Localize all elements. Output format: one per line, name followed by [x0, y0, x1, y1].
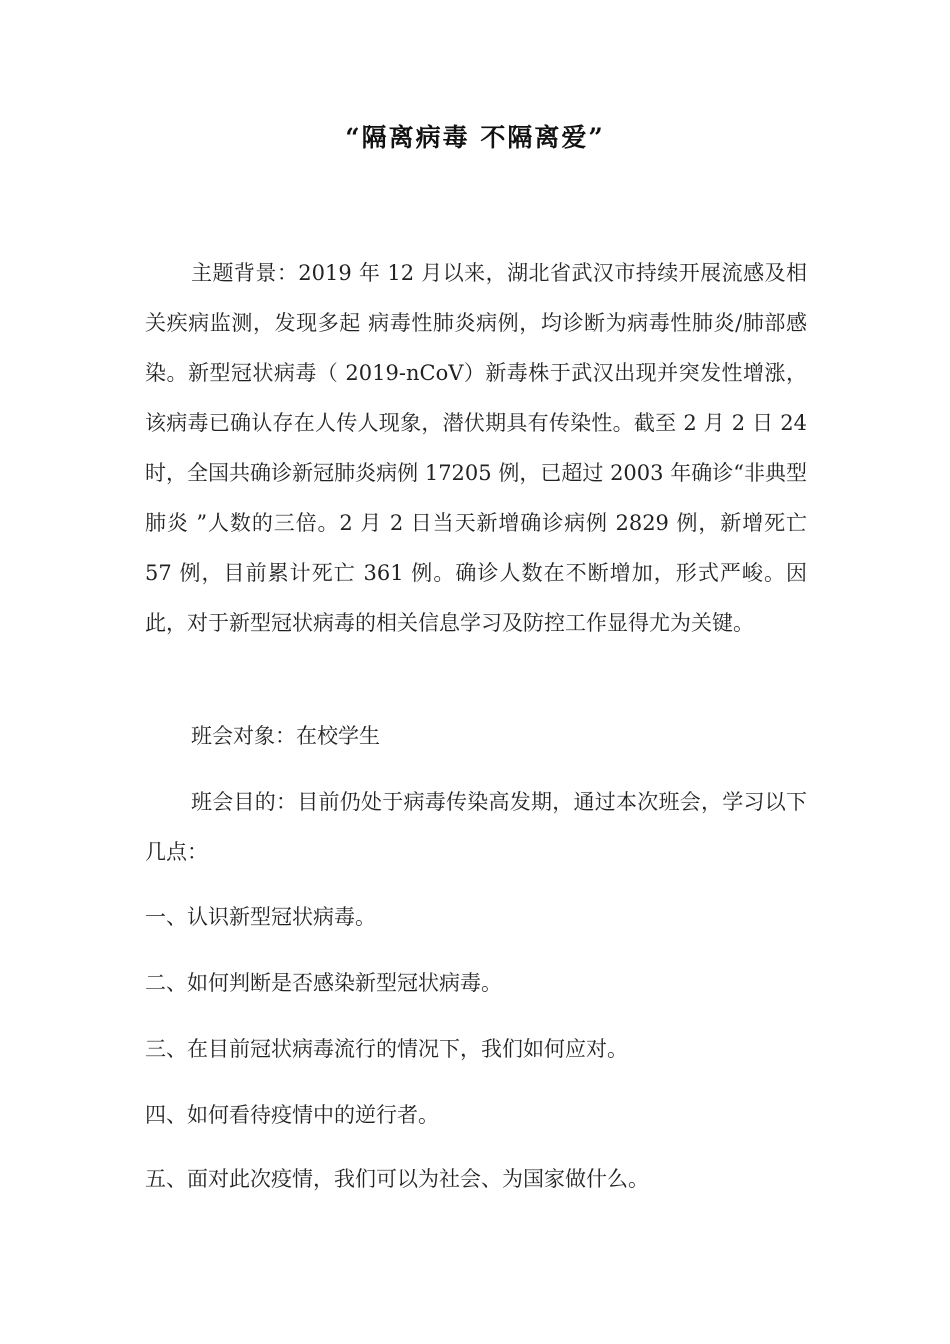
document-title: “隔离病毒 不隔离爱” — [345, 123, 605, 152]
paragraph-background: 主题背景：2019 年 12 月以来，湖北省武汉市持续开展流感及相关疾病监测，发现多起 病毒性肺炎病例，均诊断为病毒性肺炎/肺部感染。新型冠状病毒（ 2019-nCoV）新毒株于武汉出现并突发性增涨，该病毒已确认存在人传人现象，潜伏期具有传染性。截至 2 月 2 日 24 时，全国共确诊新冠肺炎病例 17205 例，已超过 2003 年确诊“非典型肺炎 ”人数的三倍。2 月 2 日当天新增确诊病例 2829 例，新增死亡 57 例，目前累计死亡 361 例。确诊人数在不断增加，形式严峻。因此，对于新型冠状病毒的相关信息学习及防控工作显得尤为关键。 — [145, 261, 807, 635]
list-item: 三、在目前冠状病毒流行的情况下，我们如何应对。 — [145, 1037, 628, 1061]
paragraph-audience: 班会对象：在校学生 — [191, 724, 380, 748]
list-item: 二、如何判断是否感染新型冠状病毒。 — [145, 971, 502, 995]
paragraph-purpose: 班会目的：目前仍处于病毒传染高发期，通过本次班会，学习以下几点： — [145, 790, 807, 864]
list-item: 四、如何看待疫情中的逆行者。 — [145, 1103, 439, 1127]
list-item: 五、面对此次疫情，我们可以为社会、为国家做什么。 — [145, 1167, 649, 1191]
list-item: 一、认识新型冠状病毒。 — [145, 905, 376, 929]
